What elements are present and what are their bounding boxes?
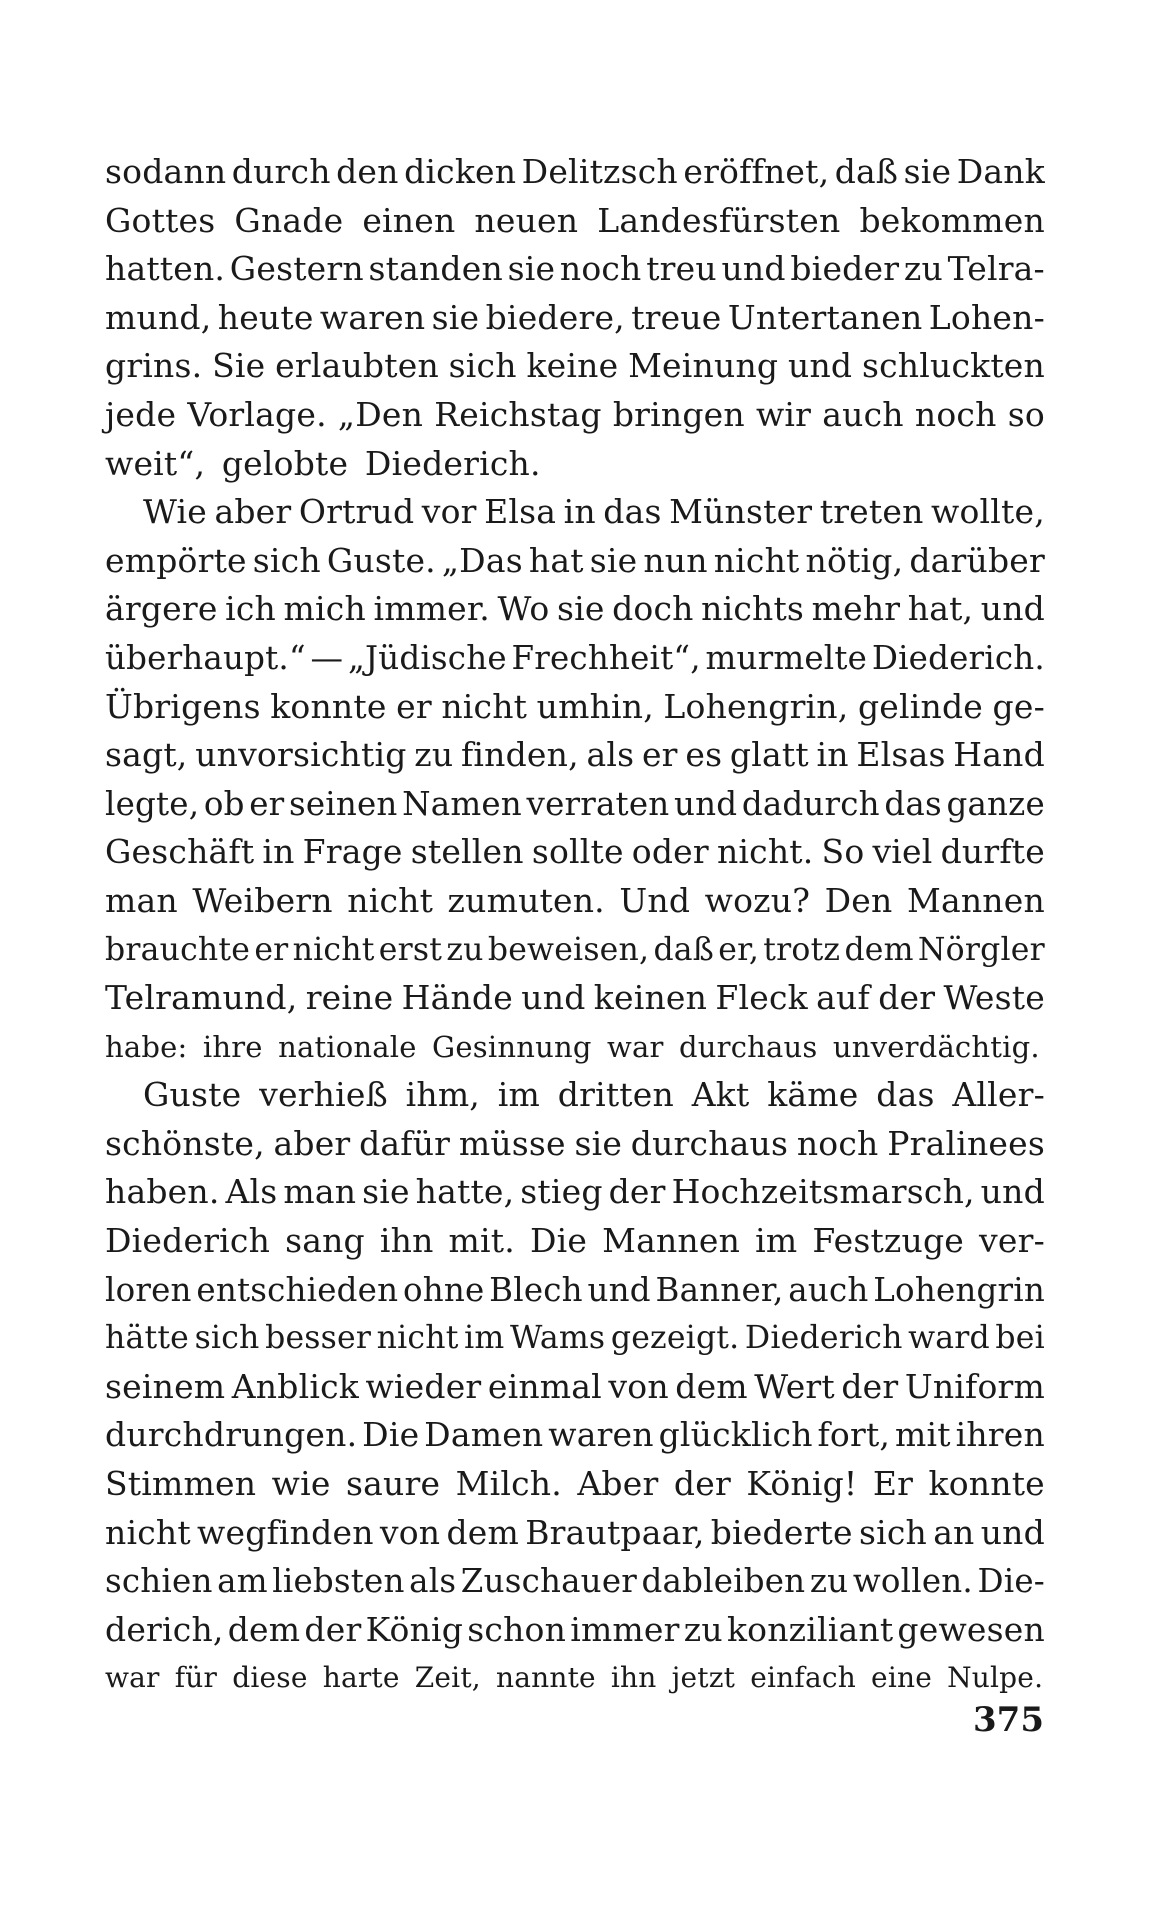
- text-line: man Weibern nicht zumuten. Und wozu? Den Mannen: [105, 880, 1045, 920]
- text-line: sagt, unvorsichtig zu finden, als er es glatt in Elsas Hand: [105, 735, 1045, 775]
- text-line: Wie aber Ortrud vor Elsa in das Münster treten wollte,: [143, 492, 1045, 532]
- text-line: nicht wegfinden von dem Brautpaar, biederte sich an und: [105, 1512, 1045, 1552]
- text-line: schönste, aber dafür müsse sie durchaus noch Pralinees: [105, 1123, 1045, 1163]
- text-line: Gottes Gnade einen neuen Landesfürsten bekommen: [105, 200, 1045, 240]
- text-line: mund, heute waren sie biedere, treue Untertanen Lohen-: [105, 297, 1045, 337]
- text-line: habe: ihre nationale Gesinnung war durchaus unverdächtig.: [105, 1029, 1040, 1064]
- text-line: Stimmen wie saure Milch. Aber der König! Er konnte: [105, 1464, 1045, 1504]
- text-line: Diederich sang ihn mit. Die Mannen im Festzuge ver-: [105, 1221, 1045, 1261]
- text-line: Übrigens konnte er nicht umhin, Lohengrin, gelinde ge-: [105, 686, 1045, 726]
- text-line: überhaupt.“ — „Jüdische Frechheit“, murmelte Diederich.: [105, 638, 1045, 677]
- text-line: derich, dem der König schon immer zu konziliant gewesen: [105, 1609, 1045, 1649]
- text-line: brauchte er nicht erst zu beweisen, daß er, trotz dem Nörgler: [105, 931, 1045, 968]
- text-line: empörte sich Guste. „Das hat sie nun nicht nötig, darüber: [105, 540, 1045, 580]
- text-line: durchdrungen. Die Damen waren glücklich fort, mit ihren: [105, 1415, 1045, 1455]
- text-line: sodann durch den dicken Delitzsch eröffnet, daß sie Dank: [105, 152, 1045, 191]
- text-line: hätte sich besser nicht im Wams gezeigt. Diederich ward bei: [105, 1320, 1045, 1357]
- text-line: grins. Sie erlaubten sich keine Meinung und schluckten: [105, 346, 1045, 386]
- text-line: haben. Als man sie hatte, stieg der Hochzeitsmarsch, und: [105, 1172, 1045, 1212]
- text-line: seinem Anblick wieder einmal von dem Wert der Uniform: [105, 1366, 1045, 1406]
- text-line: Geschäft in Frage stellen sollte oder nicht. So viel durfte: [105, 832, 1045, 872]
- text-line: Guste verhieß ihm, im dritten Akt käme das Aller-: [143, 1075, 1045, 1115]
- body-text: [105, 148, 1045, 1703]
- text-line: schien am liebsten als Zuschauer dableiben zu wollen. Die-: [105, 1562, 1045, 1601]
- text-line: weit“, gelobte Diederich.: [105, 443, 541, 483]
- text-line: war für diese harte Zeit, nannte ihn jetzt einfach eine Nulpe.: [105, 1661, 1044, 1695]
- text-line: jede Vorlage. „Den Reichstag bringen wir auch noch so: [105, 394, 1045, 434]
- text-line: Telramund, reine Hände und keinen Fleck auf der Weste: [105, 978, 1045, 1018]
- text-line: hatten. Gestern standen sie noch treu und bieder zu Telra-: [105, 249, 1045, 289]
- text-line: ärgere ich mich immer. Wo sie doch nichts mehr hat, und: [105, 589, 1045, 629]
- page-number: 375: [973, 1700, 1044, 1740]
- text-line: loren entschieden ohne Blech und Banner, auch Lohengrin: [105, 1270, 1045, 1309]
- text-line: legte, ob er seinen Namen verraten und dadurch das ganze: [105, 784, 1045, 823]
